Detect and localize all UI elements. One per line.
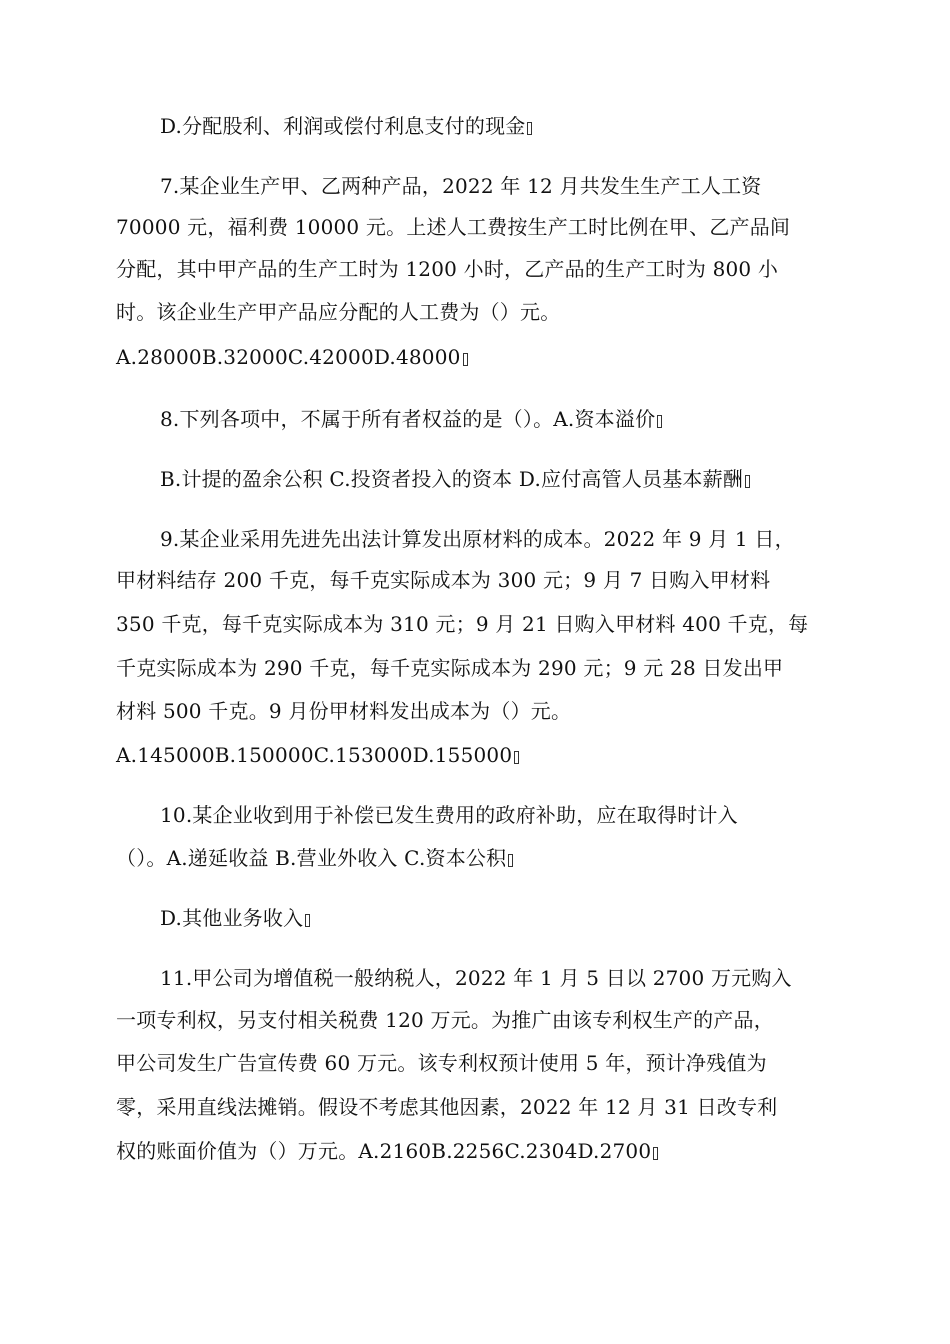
paragraph-mark-icon [745,475,750,488]
question-11-line-2: 一项专利权，另支付相关税费 120 万元。为推广由该专利权生产的产品， [116,1008,774,1032]
question-10-option-d: D.其他业务收入 [160,904,310,932]
question-11-line-3: 甲公司发生广告宣传费 60 万元。该专利权预计使用 5 年，预计净残值为 [116,1051,767,1075]
question-11-line-4: 零，采用直线法摊销。假设不考虑其他因素，2022 年 12 月 31 日改专利 [116,1095,778,1119]
question-7-line-2: 70000 元，福利费 10000 元。上述人工费按生产工时比例在甲、乙产品间 [116,215,791,239]
paragraph-mark-icon [653,1147,658,1160]
question-9-line-3: 350 千克，每千克实际成本为 310 元；9 月 21 日购入甲材料 400 千克，每 [116,612,809,636]
paragraph-mark-icon [514,751,519,764]
option-line-q6-d: D.分配股利、利润或偿付利息支付的现金 [160,112,532,140]
paragraph-mark-icon [657,415,662,428]
question-8-line-1: 8.下列各项中，不属于所有者权益的是（）。A.资本溢价 [160,405,662,433]
question-10-line-1: 10.某企业收到用于补偿已发生费用的政府补助，应在取得时计入 [160,803,738,827]
question-9-line-1: 9.某企业采用先进先出法计算发出原材料的成本。2022 年 9 月 1 日， [160,527,795,551]
question-11-line-5: 权的账面价值为（）万元。A.2160B.2256C.2304D.2700 [116,1137,658,1165]
question-7-line-3: 分配，其中甲产品的生产工时为 1200 小时，乙产品的生产工时为 800 小 [116,257,779,281]
paragraph-mark-icon [463,353,468,366]
question-10-line-2: （）。A.递延收益 B.营业外收入 C.资本公积 [116,844,513,872]
question-9-line-4: 千克实际成本为 290 千克，每千克实际成本为 290 元；9 元 28 日发出甲 [116,656,784,680]
question-9-options: A.145000B.150000C.153000D.155000 [116,741,519,769]
question-9-line-2: 甲材料结存 200 千克，每千克实际成本为 300 元；9 月 7 日购入甲材料 [116,568,771,592]
question-8-options: B.计提的盈余公积 C.投资者投入的资本 D.应付高管人员基本薪酬 [160,465,750,493]
question-9-line-5: 材料 500 千克。9 月份甲材料发出成本为（）元。 [116,699,572,723]
question-7-line-1: 7.某企业生产甲、乙两种产品，2022 年 12 月共发生生产工人工资 [160,174,762,198]
question-7-options: A.28000B.32000C.42000D.48000 [116,343,468,371]
paragraph-mark-icon [508,854,513,867]
question-11-line-1: 11.甲公司为增值税一般纳税人，2022 年 1 月 5 日以 2700 万元购入 [160,966,792,990]
paragraph-mark-icon [527,122,532,135]
paragraph-mark-icon [305,914,310,927]
question-7-line-4: 时。该企业生产甲产品应分配的人工费为（）元。 [116,300,561,324]
